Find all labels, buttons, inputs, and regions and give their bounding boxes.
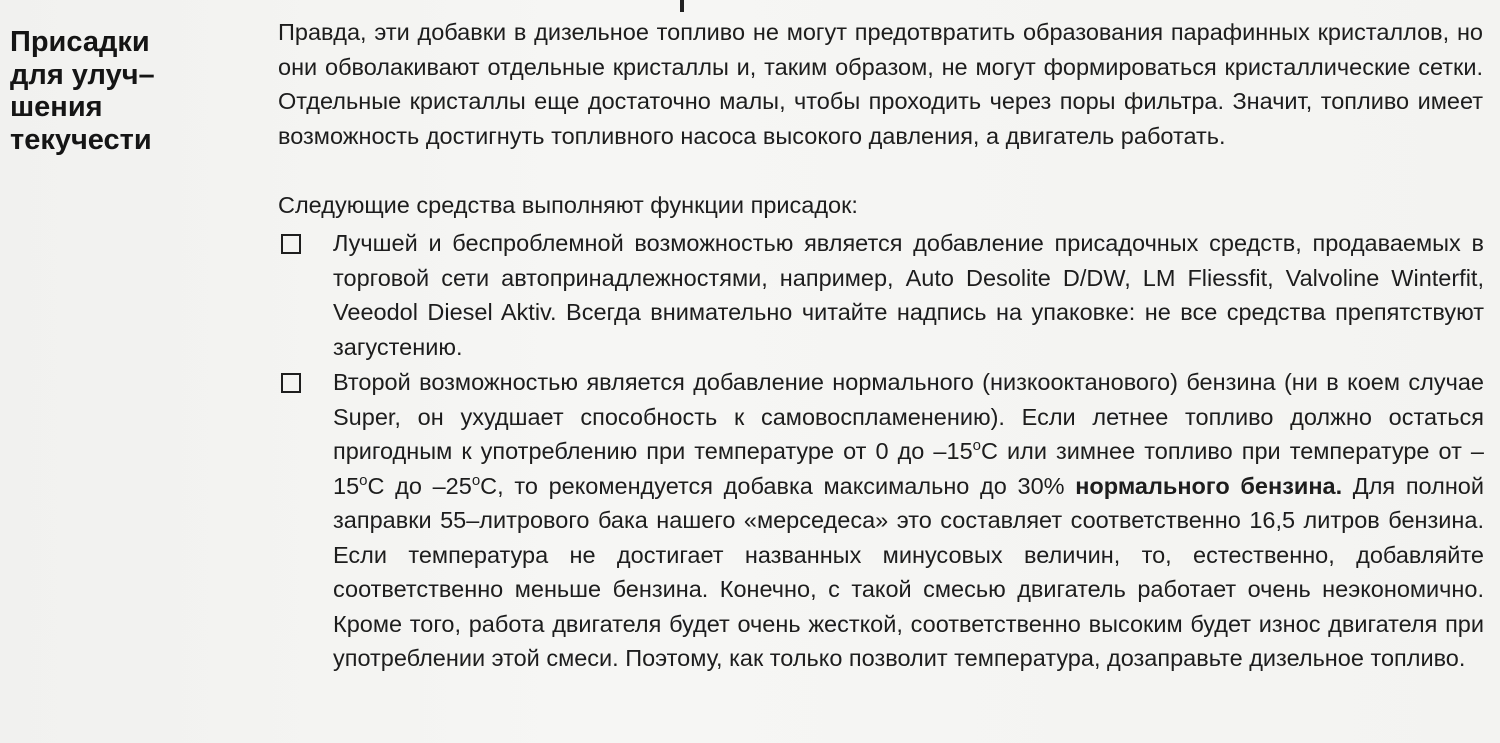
- item2-part3: C до –25: [367, 472, 472, 499]
- list-lead: Следующие средства выполняют функции присадок:: [278, 192, 858, 218]
- degree-mark: o: [471, 471, 481, 489]
- scan-mark: [680, 0, 684, 12]
- list-item-text: [333, 226, 1484, 364]
- checkbox-bullet-icon: [281, 234, 301, 254]
- heading-line-3: шения: [10, 91, 103, 123]
- degree-mark: o: [972, 437, 981, 454]
- checkbox-bullet-icon: [281, 373, 301, 393]
- item2-part1: Второй возможностью является добавление нормального (низкооктанового) бензина (ни в коем случае Super, он ухудшает способность к самовоспламенению). Если летнее топливо должно остаться пригодным к употреблению при температуре от 0 до –15: [333, 369, 1484, 464]
- list-item-text: [333, 365, 1484, 676]
- intro-paragraph: [278, 15, 1483, 153]
- heading-line-2: для улуч–: [10, 58, 155, 91]
- item2-part4: C, то рекомендуется добавка максимально до 30%: [480, 472, 1076, 499]
- degree-mark: o: [359, 471, 368, 489]
- list-item-2-text: [333, 365, 1484, 676]
- intro-text: Правда, эти добавки в дизельное топливо не могут предотвратить образования парафинных кристаллов, но они обволакивают отдельные кристаллы и, таким образом, не могут формироваться кристаллические сетки. Отдельные кристаллы еще достаточно малы, чтобы проходить через поры фильтра. Значит, топливо имеет возможность достигнуть топливного насоса высокого давления, а двигатель работать.: [278, 19, 1483, 149]
- item2-part5: Для полной заправки 55–литрового бака нашего «мерседеса» это составляет соответственно 16,5 литров бензина. Если температура не достигает названных минусовых величин, то, естественно, добавляйте соответственно меньше бензина. Конечно, с такой смесью двигатель работает очень неэкономично. Кроме того, работа двигателя будет очень жесткой, соответственно высоким будет износ двигателя при употреблении этой смеси. Поэтому, как только позволит температура, дозаправьте дизельное топливо.: [333, 472, 1484, 671]
- section-heading: [10, 26, 210, 156]
- item2-part2: C или зимнее топливо при температуре от –15: [333, 438, 1484, 499]
- emphasis-text: нормального бензина.: [1075, 472, 1343, 499]
- heading-line-4: текучести: [10, 123, 152, 156]
- list-item-1-text: Лучшей и беспроблемной возможностью является добавление присадочных средств, продаваемых в торговой сети автопринадлежностями, например, Auto Desolite D/DW, LM Fliessfit, Valvoline Winterfit, Veeodol Diesel Aktiv. Всегда внимательно читайте надпись на упаковке: не все средства препятствуют загустению.: [333, 230, 1484, 360]
- heading-line-1: Присадки: [10, 26, 150, 58]
